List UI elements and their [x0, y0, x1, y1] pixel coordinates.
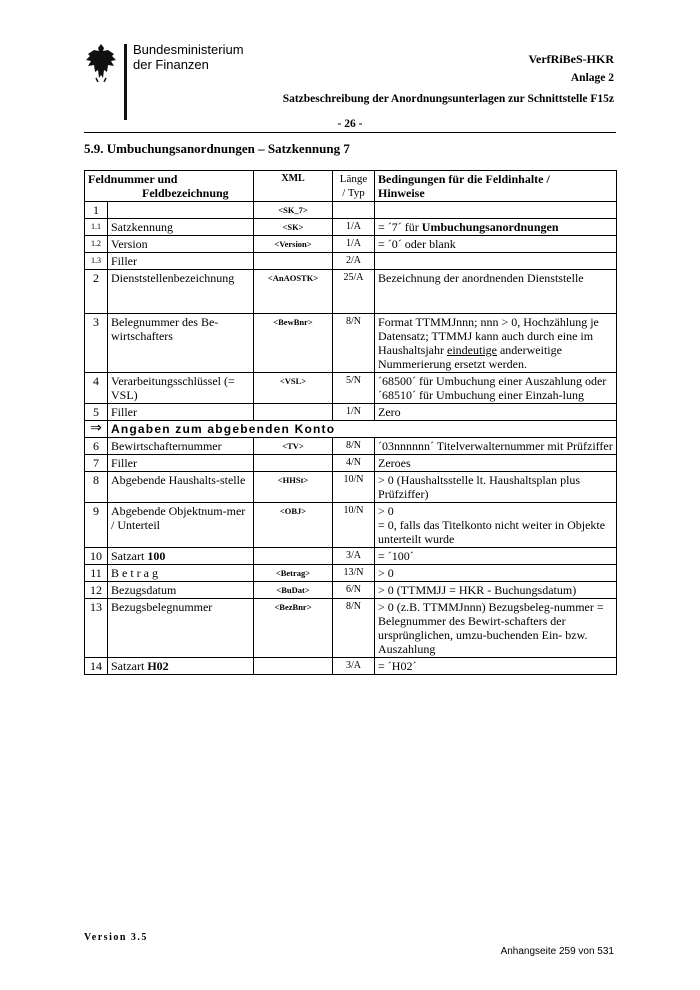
field-conditions: > 0 (TTMMJJ = HKR - Buchungsdatum): [375, 582, 617, 599]
field-nr: 9: [85, 503, 108, 548]
field-conditions: [375, 253, 617, 270]
field-conditions: ´68500´ für Umbuchung einer Auszahlung oder ´68510´ für Umbuchung einer Einzah-lung: [375, 373, 617, 404]
field-name: Bezugsdatum: [108, 582, 254, 599]
table-row: [85, 219, 617, 236]
field-conditions: > 0 (z.B. TTMMJnnn) Bezugsbeleg-nummer = Belegnummer des Bewirt-schafters der ursprünglichen, umzu-buchenden Ein- bzw. Auszahlung: [375, 599, 617, 658]
field-nr: 14: [85, 658, 108, 675]
field-name: Abgebende Objektnum-mer / Unterteil: [108, 503, 254, 548]
field-name-text: Satzart: [111, 549, 148, 563]
field-name: Abgebende Haushalts-stelle: [108, 472, 254, 503]
condition-bold: Umbuchungsanordnungen: [421, 220, 559, 234]
table-row: [85, 438, 617, 455]
field-length: 8/N: [333, 599, 375, 658]
field-conditions: = ´100´: [375, 548, 617, 565]
field-xml: [254, 455, 333, 472]
field-length: 2/A: [333, 253, 375, 270]
field-nr: 10: [85, 548, 108, 565]
condition-text-end: anderweitige Nummerierung ersetzt werden.: [378, 343, 562, 371]
field-length: 8/N: [333, 438, 375, 455]
field-xml: <VSL>: [254, 373, 333, 404]
condition-text: Format TTMMJnnn; nnn > 0, Hochzählung je Datensatz; TTMMJ kann auch durch eine im Haushaltsjahr: [378, 315, 599, 357]
header-length: [333, 171, 375, 202]
field-name: Bezugsbelegnummer: [108, 599, 254, 658]
field-conditions: Bezeichnung der anordnenden Dienststelle: [375, 270, 617, 314]
field-nr: 2: [85, 270, 108, 314]
field-name: Verarbeitungsschlüssel (= VSL): [108, 373, 254, 404]
header-length-line2: / Typ: [342, 187, 365, 199]
field-nr: 7: [85, 455, 108, 472]
table-row: [85, 503, 617, 548]
field-conditions: > 0 (Haushaltsstelle lt. Haushaltsplan plus Prüfziffer): [375, 472, 617, 503]
condition-line-1: > 0: [378, 504, 394, 518]
field-nr: 4: [85, 373, 108, 404]
field-name: [108, 658, 254, 675]
field-xml: <SK>: [254, 219, 333, 236]
table-row: [85, 236, 617, 253]
field-conditions: > 0: [375, 565, 617, 582]
header-rule: [84, 132, 616, 133]
table-row: [85, 455, 617, 472]
field-name: Bewirtschafternummer: [108, 438, 254, 455]
ministry-name: [133, 42, 244, 72]
field-nr: 3: [85, 314, 108, 373]
field-nr: 8: [85, 472, 108, 503]
field-xml: [254, 548, 333, 565]
field-name: Betrag: [108, 565, 254, 582]
record-spec-table: [84, 170, 617, 675]
field-xml: <SK_7>: [254, 202, 333, 219]
field-conditions: = ´0´ oder blank: [375, 236, 617, 253]
ministry-line-1: Bundesministerium: [133, 42, 244, 57]
field-conditions: [375, 202, 617, 219]
condition-underlined: eindeutige: [447, 343, 497, 357]
field-conditions: Zero: [375, 404, 617, 421]
header-xml: XML: [254, 171, 333, 202]
group-row: [85, 421, 617, 438]
field-length: 4/N: [333, 455, 375, 472]
field-xml: <AnAOSTK>: [254, 270, 333, 314]
federal-eagle-icon: [84, 42, 118, 82]
annex-label: Anlage 2: [570, 72, 614, 84]
field-xml: <HHSt>: [254, 472, 333, 503]
field-length: 8/N: [333, 314, 375, 373]
field-length: 3/A: [333, 548, 375, 565]
field-name-bold: H02: [147, 659, 169, 673]
doc-code: VerfRiBeS-HKR: [528, 52, 614, 66]
field-name: Filler: [108, 253, 254, 270]
field-length: 10/N: [333, 472, 375, 503]
field-name: Belegnummer des Be-wirtschafters: [108, 314, 254, 373]
field-conditions: Zeroes: [375, 455, 617, 472]
field-nr: 11: [85, 565, 108, 582]
table-row: [85, 582, 617, 599]
field-xml: <Version>: [254, 236, 333, 253]
table-row: [85, 253, 617, 270]
group-heading: Angaben zum abgebenden Konto: [108, 421, 617, 438]
table-row: [85, 404, 617, 421]
table-row: [85, 373, 617, 404]
field-length: 13/N: [333, 565, 375, 582]
field-name-text: Satzart: [111, 659, 148, 673]
table-row: [85, 658, 617, 675]
field-length: 1/A: [333, 219, 375, 236]
field-xml: <BewBnr>: [254, 314, 333, 373]
field-xml: <TV>: [254, 438, 333, 455]
table-row: [85, 314, 617, 373]
field-length: 25/A: [333, 270, 375, 314]
table-row: [85, 565, 617, 582]
field-length: 3/A: [333, 658, 375, 675]
document-version: Version 3.5: [84, 932, 148, 943]
header-conditions-line1: Bedingungen für die Feldinhalte /: [378, 172, 550, 186]
field-nr: 5: [85, 404, 108, 421]
field-length: 6/N: [333, 582, 375, 599]
arrow-icon: ⇒: [85, 421, 108, 438]
field-nr: 1.1: [85, 219, 108, 236]
field-xml: [254, 253, 333, 270]
table-row: [85, 270, 617, 314]
header-field-line1: Feldnummer und: [88, 172, 178, 186]
field-name: Satzkennung: [108, 219, 254, 236]
field-length: [333, 202, 375, 219]
page-number: - 26 -: [337, 118, 363, 130]
table-row: [85, 472, 617, 503]
header-conditions-line2: Hinweise: [378, 186, 425, 200]
annex-page-number: Anhangseite 259 von 531: [500, 946, 614, 957]
field-xml: [254, 658, 333, 675]
field-name: Dienststellenbezeichnung: [108, 270, 254, 314]
field-nr: 1.3: [85, 253, 108, 270]
field-name: Filler: [108, 455, 254, 472]
field-nr: 1.2: [85, 236, 108, 253]
table-header-row: [85, 171, 617, 202]
field-name: Version: [108, 236, 254, 253]
logo-divider: [124, 44, 127, 120]
field-length: 1/N: [333, 404, 375, 421]
field-name: Filler: [108, 404, 254, 421]
table-row: [85, 599, 617, 658]
field-length: 5/N: [333, 373, 375, 404]
field-xml: <Betrag>: [254, 565, 333, 582]
ministry-logo: [84, 40, 244, 120]
field-conditions: [375, 503, 617, 548]
field-length: 10/N: [333, 503, 375, 548]
ministry-line-2: der Finanzen: [133, 57, 209, 72]
table-row: [85, 202, 617, 219]
field-xml: [254, 404, 333, 421]
header-field-line2: Feldbezeichnung: [142, 186, 229, 200]
header-length-line1: Länge: [339, 173, 368, 185]
field-xml: <OBJ>: [254, 503, 333, 548]
field-xml: <BuDat>: [254, 582, 333, 599]
condition-line-2: = 0, falls das Titelkonto nicht weiter in Objekte unterteilt wurde: [378, 518, 606, 546]
field-name: [108, 202, 254, 219]
field-conditions: [375, 314, 617, 373]
header-conditions: [375, 171, 617, 202]
field-conditions: = ´H02´: [375, 658, 617, 675]
field-nr: 1: [85, 202, 108, 219]
header-field: [85, 171, 254, 202]
field-xml: <BezBnr>: [254, 599, 333, 658]
field-conditions: ´03nnnnnn´ Titelverwalternummer mit Prüfziffer: [375, 438, 617, 455]
doc-subtitle: Satzbeschreibung der Anordnungsunterlagen zur Schnittstelle F15z: [282, 93, 614, 105]
section-title: 5.9. Umbuchungsanordnungen – Satzkennung 7: [84, 141, 350, 156]
field-conditions: [375, 219, 617, 236]
field-nr: 6: [85, 438, 108, 455]
table-row: [85, 548, 617, 565]
field-name: [108, 548, 254, 565]
field-length: 1/A: [333, 236, 375, 253]
field-nr: 13: [85, 599, 108, 658]
field-name-bold: 100: [147, 549, 166, 563]
condition-text: = ´7´ für: [378, 220, 422, 234]
field-nr: 12: [85, 582, 108, 599]
